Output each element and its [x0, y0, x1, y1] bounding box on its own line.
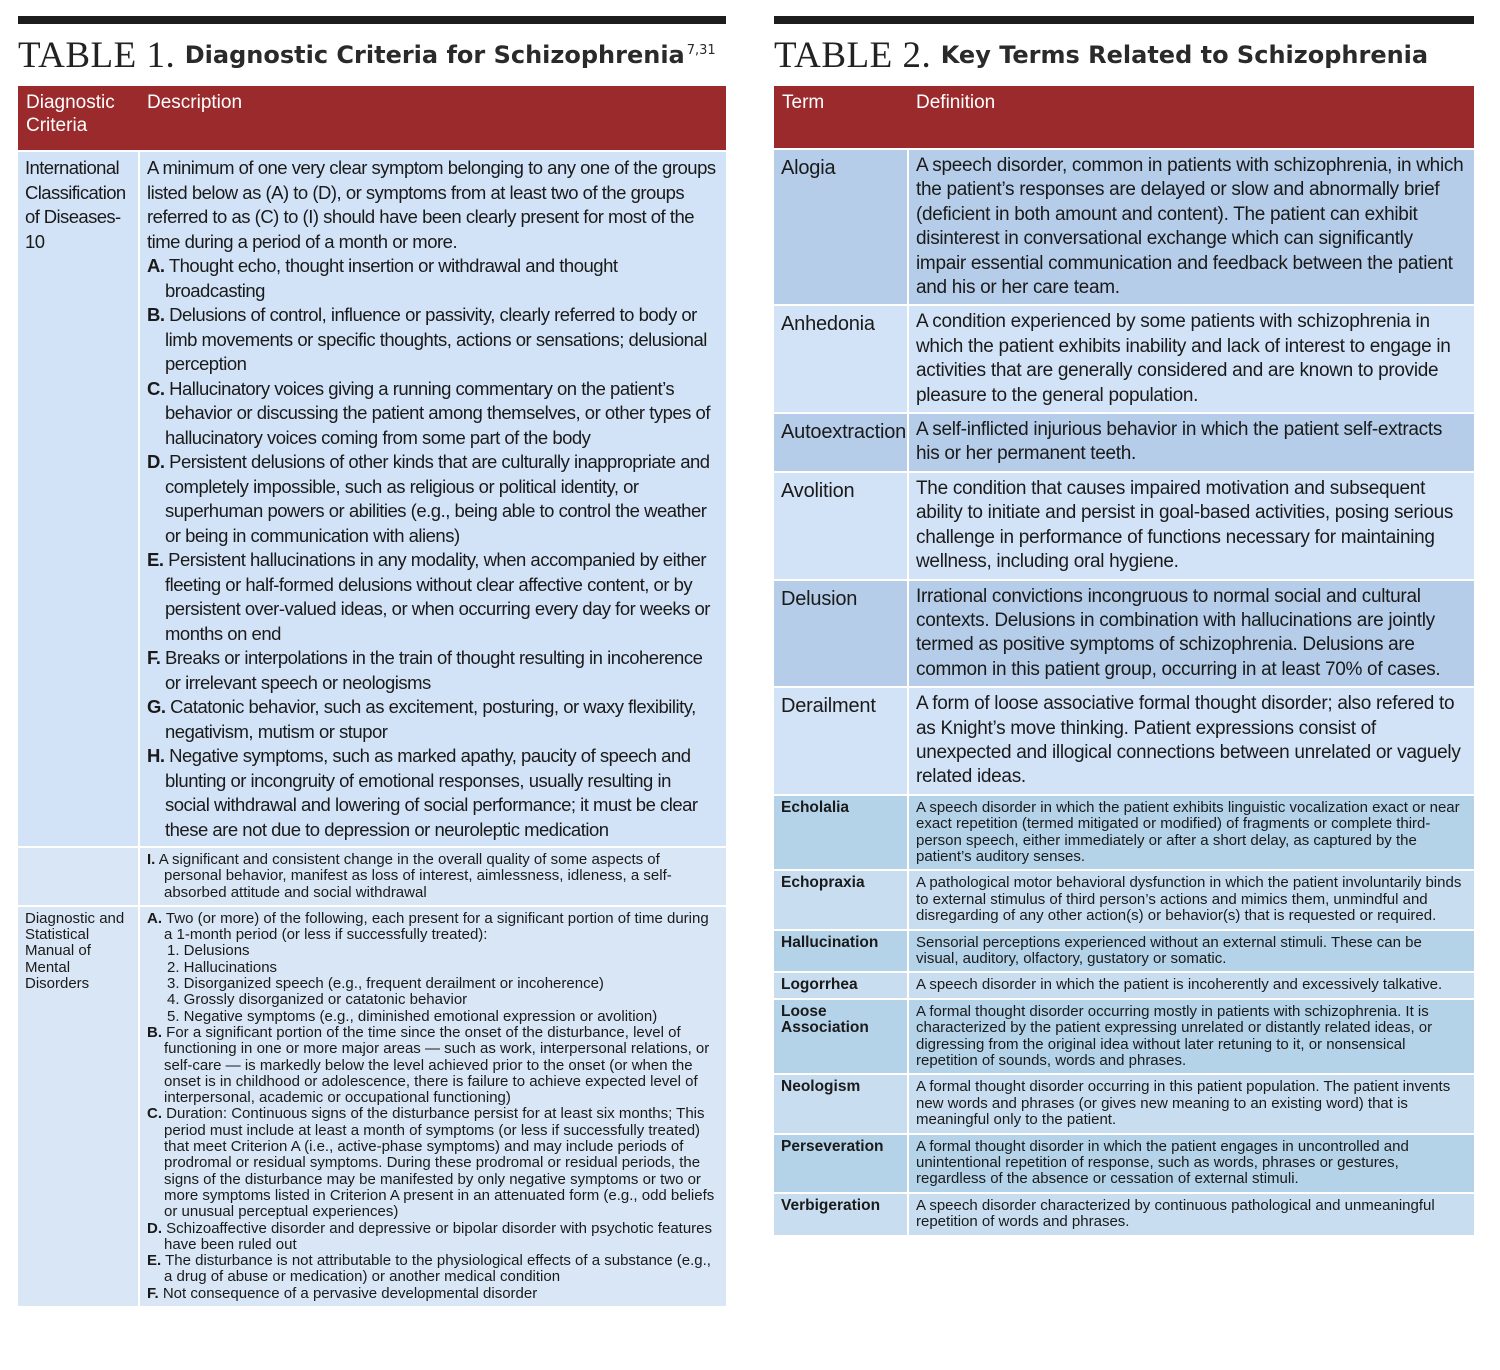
term-name: Delusion [774, 580, 908, 688]
term-name: Perseveration [774, 1134, 908, 1193]
icd-description-continued [139, 847, 726, 906]
term-row [774, 1193, 1474, 1235]
term-name: Alogia [774, 149, 908, 305]
term-row [774, 1134, 1474, 1193]
dsm-item-b: B. For a significant portion of the time since the onset of the disturbance, level of functioning in one or more major areas — such as work, interpersonal relations, or self-care — is markedly below the level achieved prior to the onset (or when the onset is in childhood or adolescence, there is failure to achieve expected level of interpersonal, academic or occupational functioning) [147, 1023, 710, 1107]
dsm-a-list-2: 2. Hallucinations [167, 958, 278, 976]
term-name: Anhedonia [774, 305, 908, 413]
term-row [774, 930, 1474, 973]
term-name: Verbigeration [774, 1193, 908, 1235]
term-row [774, 580, 1474, 688]
term-definition: A condition experienced by some patients with schizophrenia in which the patient exhibits inability and lack of interest to engage in activities that are generally considered and are known to provide pleasure to the general population. [908, 305, 1474, 413]
table2 [774, 86, 1474, 1235]
icd-item-f: F. Breaks or interpolations in the train of thought resulting in incoherence or irrelevant speech or neologisms [147, 647, 703, 693]
icd-item-c: C. Hallucinatory voices giving a running commentary on the patient’s behavior or discussing the patient among themselves, or other types of hallucinatory voices coming from some part of the body [147, 377, 710, 448]
term-row [774, 1074, 1474, 1133]
table2-top-rule [774, 16, 1474, 24]
dsm-item-d: D. Schizoaffective disorder and depressive or bipolar disorder with psychotic features have been ruled out [147, 1219, 713, 1253]
icd-item-i: I. A significant and consistent change in the overall quality of some aspects of personal behavior, manifest as loss of interest, aimlessness, idleness, a self-absorbed attitude and social withdrawal [147, 851, 672, 901]
icd-item-d: D. Persistent delusions of other kinds that are culturally inappropriate and completely impossible, such as religious or political identity, or superhuman powers or abilities (e.g., being able to control the weather or being in communication with aliens) [147, 451, 710, 546]
term-name: Loose Association [774, 999, 908, 1075]
term-definition: A self-inflicted injurious behavior in which the patient self-extracts his or her permanent teeth. [908, 413, 1474, 472]
term-definition: A form of loose associative formal thought disorder; also refered to as Knight’s move thinking. Patient expressions consist of unexpected and illogical connections between unrelated or vaguely related ideas. [908, 687, 1474, 795]
table2-header-term: Term [774, 86, 908, 149]
term-definition: Sensorial perceptions experienced without an external stimuli. These can be visual, auditory, olfactory, gustatory or somatic. [908, 930, 1474, 973]
term-definition: A speech disorder in which the patient is incoherently and excessively talkative. [908, 972, 1474, 998]
term-row [774, 870, 1474, 929]
term-row [774, 687, 1474, 795]
term-name: Avolition [774, 472, 908, 580]
term-row [774, 795, 1474, 871]
table1-label: TABLE 1 [18, 34, 166, 76]
dsm-description [139, 906, 726, 1306]
term-definition: A formal thought disorder in which the patient engages in uncontrolled and unintentional repetition of response, such as words, phrases or gestures, regardless of the absence or cessation of external stimuli. [908, 1134, 1474, 1193]
icd-description [139, 151, 726, 847]
table2-header-definition: Definition [908, 86, 1474, 149]
term-row [774, 305, 1474, 413]
table1-superscript: 7,31 [686, 43, 716, 58]
dsm-item-a: A. Two (or more) of the following, each present for a significant portion of time during a 1-month period (or less if successfully treated): [147, 909, 709, 944]
term-definition: A speech disorder characterized by continuous pathological and unmeaningful repetition of words and phrases. [908, 1193, 1474, 1235]
term-name: Derailment [774, 687, 908, 795]
term-definition: The condition that causes impaired motivation and subsequent ability to initiate and persist in goal-based activities, posing serious challenge in performance of functions necessary for maintaining wellness, including oral hygiene. [908, 472, 1474, 580]
icd-label: International Classification of Diseases-10 [18, 151, 139, 847]
term-name: Autoextraction [774, 413, 908, 472]
icd-item-h: H. Negative symptoms, such as marked apathy, paucity of speech and blunting or incongruity of emotional responses, usually resulting in social withdrawal and lowering of social performance; it must be clear these are not due to depression or neuroleptic medication [147, 745, 698, 840]
term-definition: Irrational convictions incongruous to normal social and cultural contexts. Delusions in combination with hallucinations are jointly termed as positive symptoms of schizophrenia. Delusions are common in this patient group, occurring in at least 70% of cases. [908, 580, 1474, 688]
table1-name: Diagnostic Criteria for Schizophrenia $^{7,31}$ [184, 41, 716, 69]
icd-intro: A minimum of one very clear symptom belonging to any one of the groups listed below as (A) to (D), or symptoms from at least two of the groups referred to as (C) to (I) should have been clearly present for most of the time during a period of a month or more. [147, 157, 716, 252]
table2-panel [774, 16, 1474, 1235]
term-definition: A speech disorder, common in patients with schizophrenia, in which the patient’s responses are delayed or slow and abnormally brief (deficient in both amount and content). The patient can exhibit disinterest in conversational exchange which can significantly impair essential communication and feedback between the patient and his or her care team. [908, 149, 1474, 305]
dsm-a-list-3: 3. Disorganized speech (e.g., frequent derailment or incoherence) [167, 975, 604, 993]
term-name: Hallucination [774, 930, 908, 973]
table1-header-criteria: Diagnostic Criteria [18, 86, 139, 151]
term-definition: A formal thought disorder occurring in this patient population. The patient invents new words and phrases (or gives new meaning to an existing word) that is meaningful only to the patient. [908, 1074, 1474, 1133]
table1-panel [18, 16, 726, 1306]
dsm-a-list-4: 4. Grossly disorganized or catatonic behavior [167, 991, 468, 1009]
term-name: Echopraxia [774, 870, 908, 929]
dsm-item-c: C. Duration: Continuous signs of the disturbance persist for at least six months; This period must include at least a month of symptoms (or less if successfully treated) that meet Criterion A (i.e., active-phase symptoms) and may include periods of prodromal or residual symptoms. During these prodromal or residual periods, the signs of the disturbance may be manifested by only negative symptoms or two or more symptoms listed in Criterion A present in an attenuated form (e.g., odd beliefs or unusual perceptual experiences) [147, 1105, 715, 1221]
term-row [774, 999, 1474, 1075]
table1-header-description: Description [139, 86, 726, 151]
table1-row-icd-continued [18, 847, 726, 906]
icd-item-a: A. Thought echo, thought insertion or withdrawal and thought broadcasting [147, 255, 618, 301]
table1 [18, 86, 726, 1306]
term-definition: A pathological motor behavioral dysfunction in which the patient involuntarily binds to external stimulus of third person’s actions and mimics them, unmindful and disregarding of any other action(s) or behavior(s) that is requested or required. [908, 870, 1474, 929]
dsm-item-f: F. Not consequence of a pervasive developmental disorder [147, 1284, 538, 1302]
table2-label: TABLE 2 [774, 34, 922, 76]
table1-row-icd [18, 151, 726, 847]
table2-title: TABLE 2 . Key Terms Related to Schizophrenia [774, 34, 1429, 76]
dsm-a-list-1: 1. Delusions [167, 942, 250, 960]
table1-row-dsm [18, 906, 726, 1306]
icd-label-continued [18, 847, 139, 906]
term-definition: A speech disorder in which the patient exhibits linguistic vocalization exact or near exact repetition (termed mitigated or modified) of fragments or complete third-person speech, either immediately or after a short delay, as captured by the patient’s auditory senses. [908, 795, 1474, 871]
icd-item-e: E. Persistent hallucinations in any modality, when accompanied by either fleeting or half-formed delusions without clear affective content, or by persistent over-valued ideas, or when occurring every day for weeks or months on end [147, 549, 710, 644]
icd-item-b: B. Delusions of control, influence or passivity, clearly referred to body or limb movements or specific thoughts, actions or sensations; delusional perception [147, 304, 707, 374]
table1-top-rule [18, 16, 726, 24]
term-name: Neologism [774, 1074, 908, 1133]
icd-item-g: G. Catatonic behavior, such as excitement, posturing, or waxy flexibility, negativism, mutism or stupor [147, 696, 696, 742]
term-row [774, 472, 1474, 580]
term-name: Echolalia [774, 795, 908, 871]
table2-name: Key Terms Related to Schizophrenia [940, 41, 1429, 69]
dsm-a-list-5: 5. Negative symptoms (e.g., diminished emotional expression or avolition) [167, 1007, 658, 1025]
table1-header-row [18, 86, 726, 151]
table1-title: TABLE 1 . Diagnostic Criteria for Schizophrenia $^{7,31}$ [18, 34, 716, 76]
dsm-label: Diagnostic and Statistical Manual of Mental Disorders [18, 906, 139, 1306]
term-row [774, 413, 1474, 472]
term-name: Logorrhea [774, 972, 908, 998]
dsm-item-e: E. The disturbance is not attributable to the physiological effects of a substance (e.g., a drug of abuse or medication) or another medical condition [147, 1252, 711, 1286]
table2-header-row [774, 86, 1474, 149]
term-definition: A formal thought disorder occurring mostly in patients with schizophrenia. It is characterized by the patient expressing unrelated or distantly related ideas, or digressing from the original idea without later retuning to it, or nonsensical repetition of sounds, words and phrases. [908, 999, 1474, 1075]
term-row [774, 972, 1474, 998]
term-row [774, 149, 1474, 305]
